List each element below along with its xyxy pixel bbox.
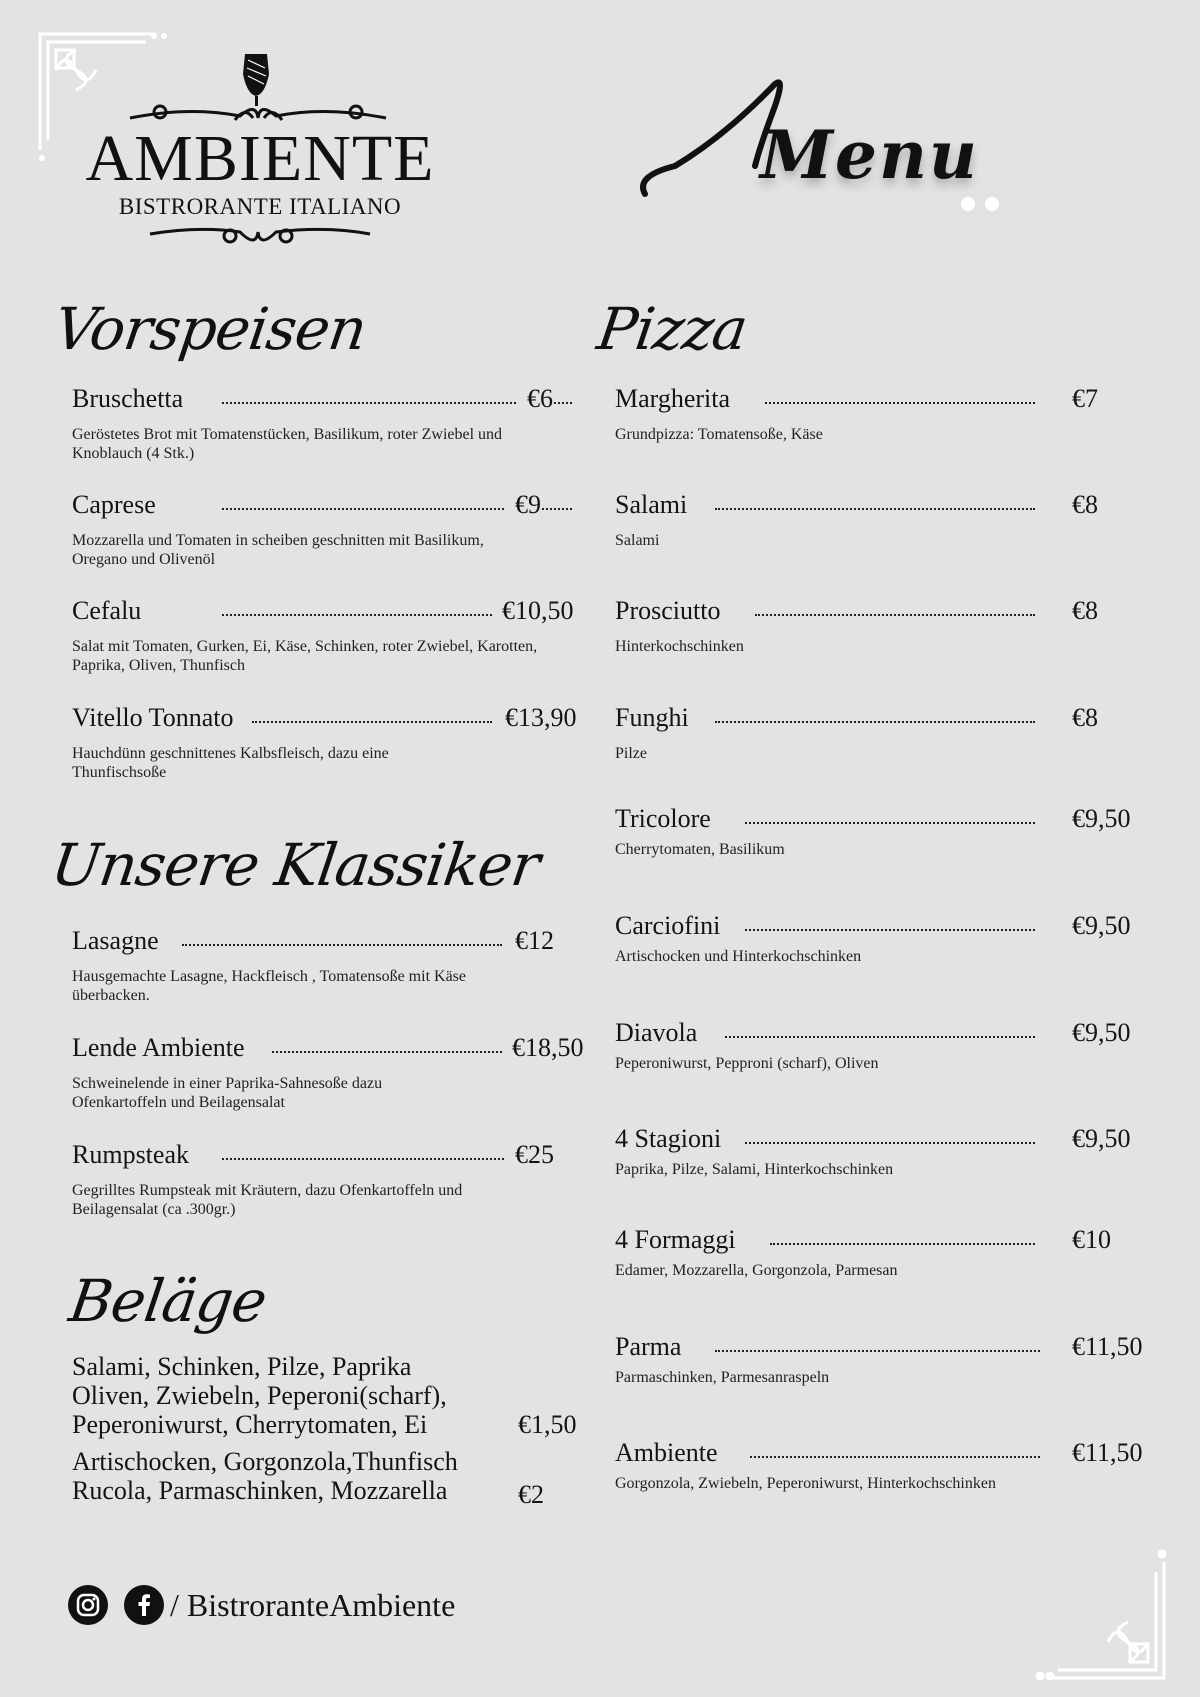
item-description: Salami — [615, 532, 660, 549]
item-price: €8 — [1062, 596, 1098, 626]
item-price: €6 — [517, 384, 553, 414]
menu-item — [72, 926, 592, 1004]
corner-ornament-bottom-right — [1018, 1532, 1168, 1682]
toppings-line: Artischocken, Gorgonzola,Thunfisch — [72, 1447, 458, 1476]
item-price: €9,50 — [1062, 1124, 1131, 1154]
dot-leader — [745, 822, 1035, 824]
item-name: 4 Formaggi — [615, 1225, 744, 1255]
item-description: Paprika, Pilze, Salami, Hinterkochschinken — [615, 1161, 894, 1178]
menu-title-block — [625, 70, 1025, 210]
item-description: Parmaschinken, Parmesanraspeln — [615, 1369, 830, 1386]
item-description: Grundpizza: Tomatensoße, Käse — [615, 426, 823, 443]
item-name: Funghi — [615, 703, 697, 733]
item-name: Vitello Tonnato — [72, 703, 242, 733]
restaurant-logo — [70, 48, 450, 253]
section-title-pizza: Pizza — [593, 295, 752, 363]
menu-item — [72, 1140, 592, 1218]
item-name: Margherita — [615, 384, 738, 414]
item-name: Rumpsteak — [72, 1140, 197, 1170]
menu-item — [72, 384, 592, 462]
item-description: Peperoniwurst, Pepproni (scharf), Oliven — [615, 1055, 879, 1072]
menu-item — [615, 911, 1155, 965]
dot-leader — [745, 1142, 1035, 1144]
item-price: €11,50 — [1062, 1332, 1143, 1362]
item-name: Lende Ambiente — [72, 1033, 253, 1063]
dot-leader — [750, 1456, 1040, 1458]
item-name: Caprese — [72, 490, 164, 520]
facebook-icon[interactable] — [124, 1585, 164, 1625]
item-description: Salat mit Tomaten, Gurken, Ei, Käse, Schinken, roter Zwiebel, Karotten, Paprika, Oliven, Thunfisch — [72, 638, 538, 674]
item-name: Prosciutto — [615, 596, 728, 626]
item-price: €9,50 — [1062, 911, 1131, 941]
dot-leader — [715, 508, 1035, 510]
toppings-line: Oliven, Zwiebeln, Peperoni(scharf), — [72, 1381, 447, 1410]
item-name: Salami — [615, 490, 695, 520]
decor-dot — [961, 197, 975, 211]
item-price: €18,50 — [502, 1033, 584, 1063]
item-description: Gegrilltes Rumpsteak mit Kräutern, dazu Ofenkartoffeln und Beilagensalat (ca .300gr.) — [72, 1182, 463, 1218]
section-title-klassiker: Unsere Klassiker — [47, 831, 544, 899]
dot-leader — [770, 1243, 1035, 1245]
item-description: Geröstetes Brot mit Tomatenstücken, Basilikum, roter Zwiebel und Knoblauch (4 Stk.) — [72, 426, 503, 462]
item-price: €8 — [1062, 490, 1098, 520]
item-description: Pilze — [615, 745, 647, 762]
dot-leader — [222, 1158, 552, 1160]
menu-item — [615, 384, 1155, 443]
dot-leader — [272, 1051, 502, 1053]
section-title-belaege: Beläge — [65, 1267, 271, 1335]
item-description: Edamer, Mozzarella, Gorgonzola, Parmesan — [615, 1262, 898, 1279]
menu-item — [615, 1332, 1155, 1386]
item-name: Parma — [615, 1332, 689, 1362]
item-name: Tricolore — [615, 804, 719, 834]
toppings-line: Salami, Schinken, Pilze, Paprika — [72, 1352, 412, 1381]
item-description: Schweinelende in einer Paprika-Sahnesoße dazu Ofenkartoffeln und Beilagensalat — [72, 1075, 383, 1111]
menu-item — [615, 490, 1155, 549]
item-name: Cefalu — [72, 596, 149, 626]
item-price: €11,50 — [1062, 1438, 1143, 1468]
item-description: Gorgonzola, Zwiebeln, Peperoniwurst, Hinterkochschinken — [615, 1475, 996, 1492]
toppings-line: Peperoniwurst, Cherrytomaten, Ei — [72, 1410, 428, 1439]
menu-item — [615, 1225, 1155, 1279]
item-price: €13,90 — [495, 703, 577, 733]
item-name: Lasagne — [72, 926, 167, 956]
dot-leader — [715, 721, 1035, 723]
dot-leader — [745, 929, 1035, 931]
logo-subtitle: BISTRORANTE ITALIANO — [118, 194, 402, 219]
item-price: €10 — [1062, 1225, 1111, 1255]
item-price: €8 — [1062, 703, 1098, 733]
toppings-price: €1,50 — [518, 1410, 577, 1439]
instagram-icon[interactable] — [68, 1585, 108, 1625]
item-name: Bruschetta — [72, 384, 191, 414]
item-price: €9,50 — [1062, 804, 1131, 834]
item-description: Artischocken und Hinterkochschinken — [615, 948, 862, 965]
item-price: €10,50 — [492, 596, 574, 626]
dot-leader — [765, 402, 1035, 404]
social-handle: / BistroranteAmbiente — [170, 1587, 456, 1623]
item-name: Diavola — [615, 1018, 705, 1048]
item-description: Mozzarella und Tomaten in scheiben geschnitten mit Basilikum, Oregano und Olivenöl — [72, 532, 484, 568]
decor-dot — [985, 197, 999, 211]
section-title-vorspeisen: Vorspeisen — [50, 295, 371, 363]
dot-leader — [725, 1036, 1035, 1038]
item-name: Ambiente — [615, 1438, 726, 1468]
item-description: Hauchdünn geschnittenes Kalbsfleisch, dazu eine Thunfischsoße — [72, 745, 389, 781]
menu-item — [615, 1124, 1155, 1178]
menu-item — [615, 596, 1155, 655]
item-price: €9,50 — [1062, 1018, 1131, 1048]
dot-leader — [755, 614, 1035, 616]
menu-item — [615, 1438, 1155, 1492]
item-price: €12 — [505, 926, 554, 956]
item-description: Hinterkochschinken — [615, 638, 744, 655]
menu-item — [72, 490, 592, 568]
item-description: Cherrytomaten, Basilikum — [615, 841, 785, 858]
item-price: €25 — [505, 1140, 554, 1170]
item-description: Hausgemachte Lasagne, Hackfleisch , Tomatensoße mit Käse überbacken. — [72, 968, 466, 1004]
dot-leader — [182, 944, 502, 946]
menu-item — [72, 1033, 602, 1111]
toppings-line: Rucola, Parmaschinken, Mozzarella — [72, 1476, 448, 1505]
logo-name: AMBIENTE — [85, 122, 435, 195]
dot-leader — [715, 1350, 1040, 1352]
menu-item — [72, 703, 592, 781]
item-price: €7 — [1062, 384, 1098, 414]
item-name: 4 Stagioni — [615, 1124, 729, 1154]
menu-title: Menu — [760, 116, 980, 194]
item-name: Carciofini — [615, 911, 728, 941]
menu-item — [72, 596, 592, 674]
menu-item — [615, 1018, 1155, 1072]
toppings-list — [72, 1352, 458, 1505]
toppings-price: €2 — [518, 1480, 544, 1509]
item-price: €9 — [505, 490, 541, 520]
menu-item — [615, 804, 1155, 858]
dot-leader — [252, 721, 492, 723]
menu-item — [615, 703, 1155, 762]
